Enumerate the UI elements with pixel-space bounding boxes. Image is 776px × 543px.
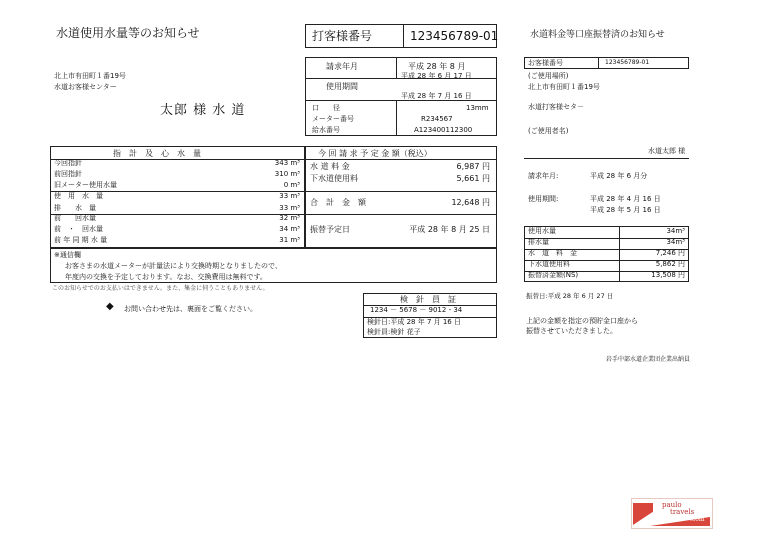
- bullet-icon: ◆: [106, 301, 114, 312]
- right-table-label: 水 道 料 金: [528, 249, 577, 257]
- water-charge-label: 水 道 料 金: [310, 162, 350, 171]
- right-table-label: 振替済金額(NS): [528, 271, 579, 279]
- meter-row-label: 使 用 水 量: [54, 192, 103, 200]
- charges-header: 今 回 請 求 予 定 金 額（税込）: [318, 149, 432, 158]
- right-table-value: 34m³: [666, 238, 685, 246]
- meter-row-value: 0 m³: [283, 181, 300, 189]
- right-period-label: 使用期間:: [528, 195, 559, 203]
- inspection-date: 検針日:平成 28 年 7 月 16 日: [367, 318, 461, 326]
- meter-value: R234567: [421, 115, 453, 123]
- total-label: 合 計 金 額: [310, 198, 366, 207]
- meter-row-value: 343 m³: [274, 159, 300, 167]
- address-line1: 北上市有田町１番19号: [54, 72, 126, 80]
- period-label: 使用期間: [326, 82, 358, 91]
- meter-row-value: 310 m³: [274, 170, 300, 178]
- billing-info-box: [305, 57, 497, 136]
- meter-label: メーター番号: [312, 115, 354, 123]
- customer-name: 太郎 様 水 道: [160, 103, 246, 118]
- place-label: (ご使用場所): [528, 72, 569, 80]
- pipe-label: 給水番号: [312, 126, 340, 134]
- right-customer-value: 123456789-01: [605, 59, 650, 66]
- customer-number-label: 打客様番号: [312, 29, 373, 43]
- pipe-value: A123400112300: [414, 126, 473, 134]
- right-customer-label: お客様番号: [528, 59, 563, 67]
- address-line2: 水道お客様センター: [54, 83, 117, 91]
- right-month-value: 平成 28 年 6 月分: [590, 172, 648, 180]
- customer-number-box: [305, 24, 497, 48]
- transfer-notice-title: 水道料金等口座振替済のお知らせ: [530, 30, 665, 40]
- right-table-value: 34m³: [666, 227, 685, 235]
- meter-row-label: 前 年 同 期 水 量: [54, 236, 108, 244]
- customer-number-value: 123456789-01: [410, 29, 499, 43]
- sewer-charge-value: 5,661 円: [456, 174, 490, 183]
- meter-row-label: 排 水 量: [54, 204, 96, 212]
- inquiry-text: お問い合わせ先は、裏面をご覧ください。: [124, 305, 257, 313]
- notice-box: [50, 248, 497, 283]
- meter-row-label: 旧メーター使用水量: [54, 181, 117, 189]
- right-note1: 上記の金額を指定の預貯金口座から: [526, 317, 638, 325]
- right-table-label: 使用水量: [528, 227, 556, 235]
- user-label: (ご使用者名): [528, 127, 569, 135]
- meter-row-label: 今回指針: [54, 159, 82, 167]
- right-table-label: 排水量: [528, 238, 549, 246]
- diameter-value: 13mm: [466, 104, 489, 112]
- notice-footnote: このお知らせでのお支払いはできません。また、集金に伺うこともありません。: [52, 285, 269, 292]
- diameter-label: 口 径: [312, 104, 340, 112]
- water-charge-value: 6,987 円: [456, 162, 490, 171]
- meter-row-value: 34 m³: [279, 225, 300, 233]
- meter-row-label: 前 回水量: [54, 214, 96, 222]
- transfer-date-label: 振替予定日: [310, 225, 350, 234]
- inspection-phone: 1234 － 5678 － 9012 - 34: [370, 306, 463, 314]
- meter-row-value: 33 m³: [279, 192, 300, 200]
- right-table-label: 下水道使用料: [528, 260, 570, 268]
- meter-table: [50, 146, 305, 248]
- charges-box: [305, 146, 497, 248]
- meter-row-label: 前 ・ 回水量: [54, 225, 103, 233]
- issuer-name: 岩手中部水道企業団企業出納員: [606, 356, 691, 363]
- period-from: 平成 28 年 6 月 17 日: [401, 72, 472, 80]
- period-to: 平成 28 年 7 月 16 日: [401, 92, 472, 100]
- right-period-from: 平成 28 年 4 月 16 日: [590, 195, 661, 203]
- user-name: 水道太郎 様: [648, 147, 686, 155]
- right-summary-table: [524, 226, 689, 282]
- place-address: 北上市有田町１番19号: [528, 83, 600, 91]
- right-table-value: 7,246 円: [655, 249, 685, 257]
- watermark-logo: paulo travels .com: [631, 498, 713, 529]
- right-table-value: 5,862 円: [655, 260, 685, 268]
- billing-month-value: 平成 28 年 8 月: [408, 62, 466, 71]
- right-transfer-date: 振替日:平成 28 年 6 月 27 日: [526, 292, 614, 300]
- place-name: 水道打客様セタ－: [528, 103, 584, 111]
- meter-row-label: 前回指針: [54, 170, 82, 178]
- right-period-to: 平成 28 年 5 月 16 日: [590, 206, 661, 214]
- meter-row-value: 32 m³: [279, 214, 300, 222]
- right-table-value: 13,508 円: [651, 271, 685, 279]
- meter-table-header: 指 計 及 心 水 量: [113, 149, 201, 158]
- right-customer-box: [524, 57, 689, 69]
- notice-title: 水道使用水量等のお知らせ: [56, 26, 200, 40]
- notice-line1: お客さまの水道メーターが計量法により交換時期となりましたので、: [65, 262, 282, 270]
- total-value: 12,648 円: [451, 198, 490, 207]
- notice-line2: 年度内の交換を予定しております。なお、交換費用は無料です。: [65, 273, 267, 281]
- inspection-header: 検 針 員 証: [400, 295, 456, 304]
- meter-row-value: 31 m³: [279, 236, 300, 244]
- billing-month-label: 請求年月: [326, 62, 358, 71]
- transfer-date-value: 平成 28 年 8 月 25 日: [409, 225, 490, 234]
- inspector-name: 検針員:検針 花子: [367, 328, 421, 336]
- right-note2: 振替させていただきました。: [526, 327, 617, 335]
- inspection-box: [363, 293, 497, 338]
- sewer-charge-label: 下水道使用料: [310, 174, 358, 183]
- notice-title: ※通信欄: [54, 251, 81, 259]
- meter-row-value: 33 m³: [279, 204, 300, 212]
- right-month-label: 請求年月:: [528, 172, 559, 180]
